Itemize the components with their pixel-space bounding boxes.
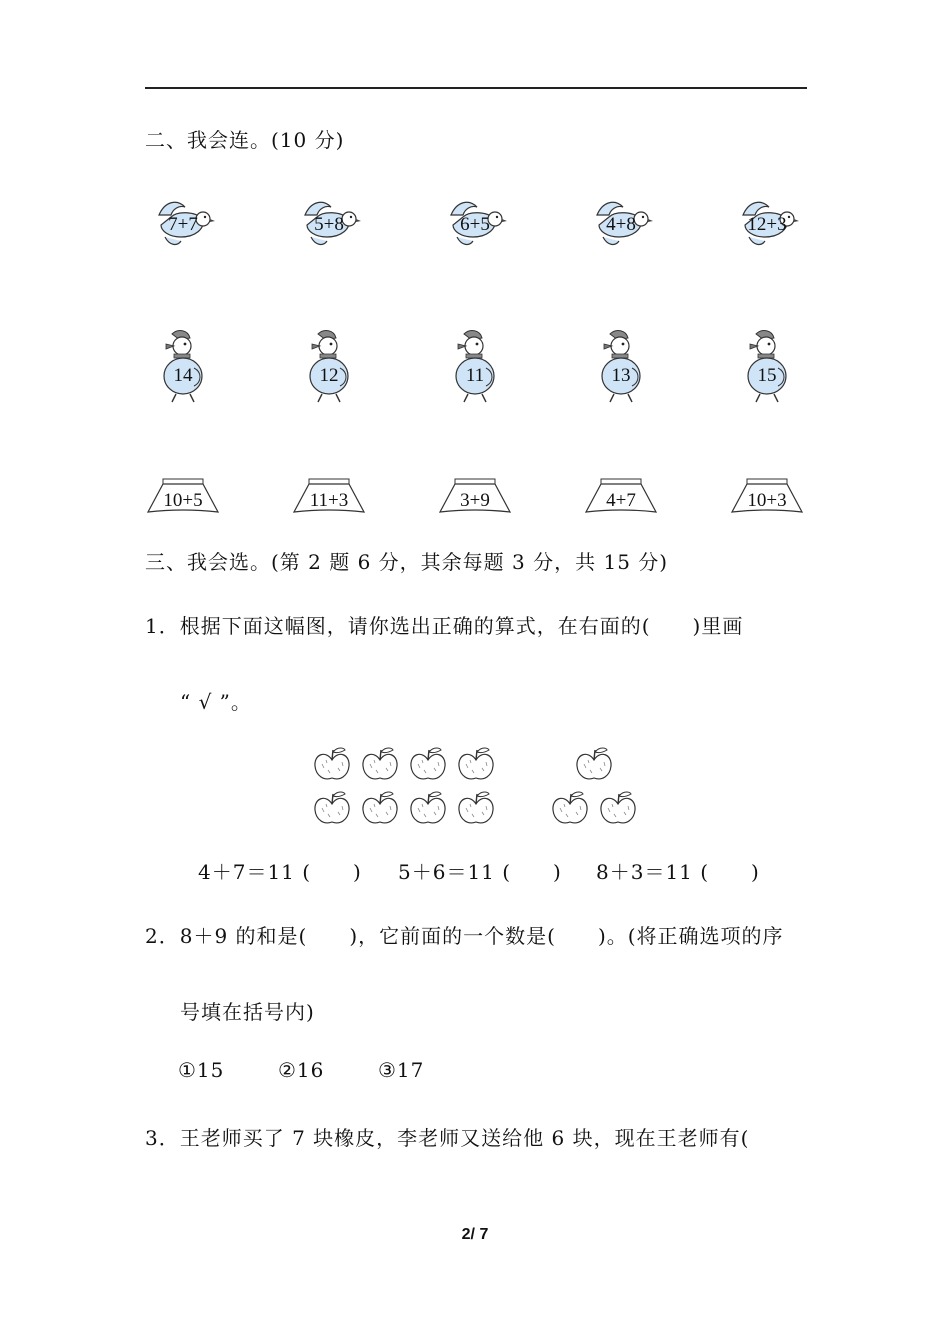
bird-label: 6+5 — [460, 214, 490, 235]
basket-label: 10+5 — [163, 490, 203, 511]
apple-icon — [553, 792, 587, 823]
question-1-text-cont: “ √ ”。 — [180, 690, 252, 714]
bird-row — [110, 190, 840, 260]
q2-choice-2[interactable]: ②16 — [278, 1058, 325, 1082]
apple-icon — [459, 748, 493, 779]
basket-label: 11+3 — [309, 490, 349, 511]
apple-icon — [601, 792, 635, 823]
apples-illustration — [300, 736, 660, 828]
section-2-heading: 二、我会连。(10 分) — [145, 128, 345, 152]
duck-label: 12 — [319, 365, 339, 386]
duck-label: 13 — [611, 365, 631, 386]
bird-card[interactable] — [256, 190, 402, 260]
basket-card[interactable] — [548, 466, 694, 526]
basket-card[interactable] — [110, 466, 256, 526]
basket-card[interactable] — [694, 466, 840, 526]
duck-row — [110, 326, 840, 406]
apple-icon — [459, 792, 493, 823]
duck-label: 14 — [173, 365, 193, 386]
duck-card[interactable] — [110, 326, 256, 406]
duck-card[interactable] — [694, 326, 840, 406]
apple-icon — [411, 792, 445, 823]
page-number: 2/ 7 — [461, 1226, 489, 1243]
q1-option-c[interactable]: 8＋3＝11 ( ) — [596, 860, 760, 884]
q1-option-a[interactable]: 4＋7＝11 ( ) — [198, 860, 362, 884]
question-3-text: 3．王老师买了 7 块橡皮，李老师又送给他 6 块，现在王老师有( — [145, 1126, 750, 1150]
bird-label: 5+8 — [314, 214, 344, 235]
q2-choice-1[interactable]: ①15 — [178, 1058, 225, 1082]
basket-card[interactable] — [256, 466, 402, 526]
apple-icon — [577, 748, 611, 779]
header-rule — [145, 87, 807, 89]
apple-icon — [315, 792, 349, 823]
basket-card[interactable] — [402, 466, 548, 526]
bird-card[interactable] — [402, 190, 548, 260]
duck-card[interactable] — [256, 326, 402, 406]
bird-label: 7+7 — [168, 214, 198, 235]
basket-label: 3+9 — [460, 490, 490, 511]
basket-label: 10+3 — [747, 490, 787, 511]
question-1-text: 1．根据下面这幅图，请你选出正确的算式，在右面的( )里画 — [145, 614, 744, 638]
bird-card[interactable] — [110, 190, 256, 260]
bird-label: 12+3 — [747, 214, 787, 235]
question-2-text-cont: 号填在括号内) — [180, 1000, 315, 1024]
duck-label: 11 — [465, 365, 485, 386]
section-3-heading: 三、我会选。(第 2 题 6 分，其余每题 3 分，共 15 分) — [145, 550, 669, 574]
apple-icon — [363, 748, 397, 779]
apple-icon — [363, 792, 397, 823]
question-2-text: 2．8＋9 的和是( )，它前面的一个数是( )。(将正确选项的序 — [145, 924, 784, 948]
bird-label: 4+8 — [606, 214, 636, 235]
bird-card[interactable] — [548, 190, 694, 260]
basket-row — [110, 466, 840, 526]
q2-choice-3[interactable]: ③17 — [378, 1058, 425, 1082]
q1-option-b[interactable]: 5＋6＝11 ( ) — [398, 860, 562, 884]
apple-icon — [411, 748, 445, 779]
basket-label: 4+7 — [606, 490, 636, 511]
duck-label: 15 — [757, 365, 777, 386]
duck-card[interactable] — [402, 326, 548, 406]
apple-icon — [315, 748, 349, 779]
bird-card[interactable] — [694, 190, 840, 260]
duck-card[interactable] — [548, 326, 694, 406]
